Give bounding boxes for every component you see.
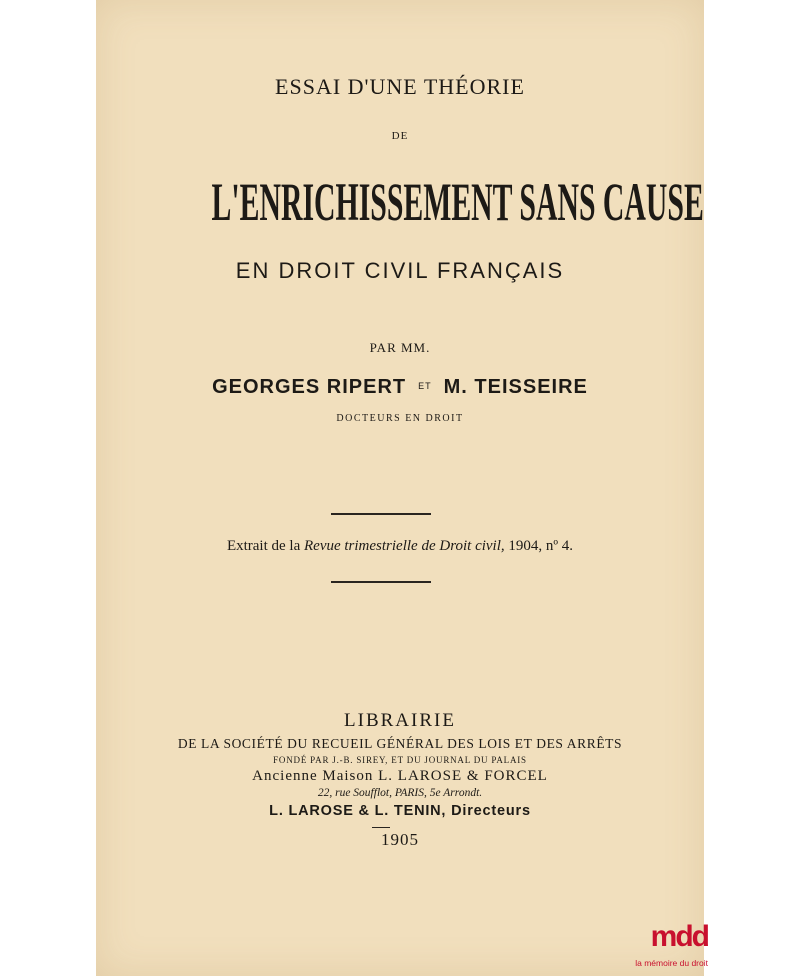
divider-bottom (331, 581, 431, 583)
by-line: PAR MM. (369, 340, 431, 355)
publisher-address: 22, rue Soufflot, PARIS, 5e Arrondt. (317, 787, 483, 799)
publisher-line-2: DE LA SOCIÉTÉ DU RECUEIL GÉNÉRAL DES LOIS ET DES ARRÊTS (177, 736, 623, 751)
year-dash (372, 827, 390, 828)
extract-prefix: Extrait de la (226, 538, 304, 554)
extract-journal: Revue trimestrielle de Droit civil, (304, 538, 505, 554)
divider-top (331, 513, 431, 515)
logo-tagline: la mémoire du droit (635, 958, 708, 968)
publisher-directors: L. LAROSE & L. TENIN, Directeurs (269, 803, 531, 819)
conjunction: ET (418, 381, 432, 391)
publisher-line-1: LIBRAIRIE (344, 710, 456, 731)
publication-year: 1905 (381, 830, 419, 849)
subtitle: EN DROIT CIVIL FRANÇAIS (235, 258, 565, 283)
title-line-2: DE (391, 130, 409, 142)
title-line-1: ESSAI D'UNE THÉORIE (275, 74, 525, 99)
title-page (96, 0, 704, 976)
author-2: M. TEISSEIRE (443, 376, 588, 398)
publisher-line-4: Ancienne Maison L. LAROSE & FORCEL (252, 768, 548, 784)
logo-mark: mdd (650, 920, 708, 953)
author-1: GEORGES RIPERT (212, 376, 407, 398)
authors (96, 376, 704, 399)
publisher-line-3: FONDÉ PAR J.-B. SIREY, ET DU JOURNAL DU PALAIS (273, 755, 527, 765)
extract-note (96, 538, 704, 555)
main-title: L'ENRICHISSEMENT SANS CAUSE (211, 173, 704, 233)
mdd-logo (628, 922, 708, 974)
author-qualification: DOCTEURS EN DROIT (336, 413, 464, 424)
extract-suffix: 1904, nº 4. (504, 538, 574, 554)
